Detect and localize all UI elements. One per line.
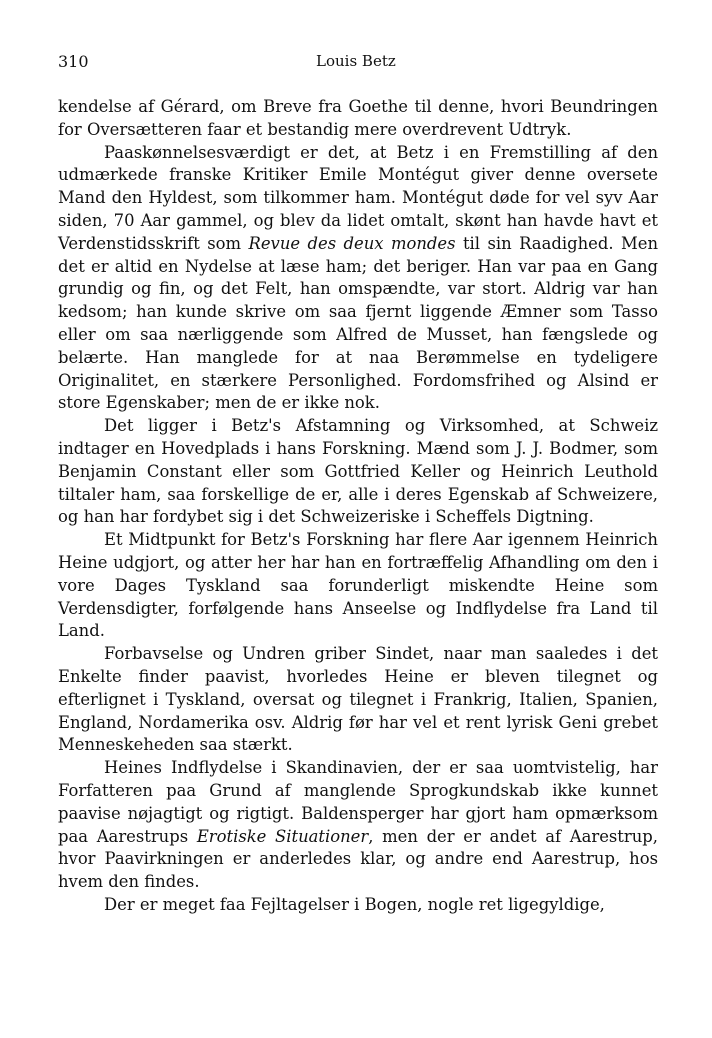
paragraph-text: til sin Raadighed. Men det er altid en Nydelse at læse ham; det beriger. Han var paa en Gang grundig og fin, og det Felt, han omspændte, var stort. Aldrig var han kedsom; han kunde skrive om saa fjernt liggende Æmner som Tasso eller om saa nærliggende som Alfred de Musset, han fængslede og belærte. Han manglede for at naa Berømmelse en tydeligere Originalitet, en stærkere Personlighed. Fordomsfrihed og Alsind er store Egenskaber; men de er ikke nok. [58,233,659,413]
body-text [58,96,658,917]
book-page [58,52,658,917]
paragraph-text: Forbavselse og Undren griber Sindet, naar man saaledes i det Enkelte finder paavist, hvorledes Heine er bleven tilegnet og efterlignet i Tyskland, oversat og tilegnet i Frankrig, Italien, Spanien, England, Nordamerika osv. Aldrig før har vel et rent lyrisk Geni grebet Menneskeheden saa stærkt. [58,644,658,755]
paragraph [58,96,658,142]
italic-title: Revue des deux mondes [248,233,456,253]
paragraph [58,529,658,643]
paragraph-text: Heines Indflydelse i Skandinavien, der er saa uomtvistelig, har Forfatteren paa Grund af manglende Sprogkundskab ikke kunnet paavise nøjagtigt og rigtigt. Baldensperger har gjort ham opmærksom paa Aarestrups [58,758,658,846]
paragraph-text: Paaskønnelsesværdigt er det, at Betz i en Fremstilling af den udmærkede franske Kritiker Emile Montégut giver denne oversete Mand den Hyldest, som tilkommer ham. Montégut døde for vel syv Aar siden, 70 Aar gammel, og blev da lidet omtalt, skønt han havde havt et Verdenstidsskrift som [58,142,658,253]
paragraph [58,142,658,416]
running-head: Louis Betz [316,52,396,70]
paragraph-text: , men der er andet af Aarestrup, hvor Paavirkningen er anderledes klar, og andre end Aarestrup, hos hvem den findes. [58,826,658,892]
page-number: 310 [58,52,89,71]
paragraph-text: Det ligger i Betz's Afstamning og Virksomhed, at Schweiz indtager en Hovedplads i hans Forskning. Mænd som J. J. Bodmer, som Benjamin Constant eller som Gottfried Keller og Heinrich Leuthold tiltaler ham, saa forskellige de er, alle i deres Egenskab af Schweizere, og han har fordybet sig i det Schweizeriske i Scheffels Digtning. [58,416,658,527]
paragraph [58,757,658,894]
paragraph-text: Et Midtpunkt for Betz's Forskning har flere Aar igennem Heinrich Heine udgjort, og atter her har han en fortræffelig Afhandling om den i vore Dages Tyskland saa forunderligt miskendte Heine som Verdensdigter, forfølgende hans Anseelse og Indflydelse fra Land til Land. [58,530,658,641]
paragraph [58,415,658,529]
page-header [58,52,658,78]
italic-title: Erotiske Situationer [196,826,369,846]
paragraph-text: kendelse af Gérard, om Breve fra Goethe til denne, hvori Beundringen for Oversætteren faar et bestandig mere overdrevent Udtryk. [58,97,658,139]
paragraph [58,894,658,917]
paragraph-text: Der er meget faa Fejltagelser i Bogen, nogle ret ligegyldige, [104,894,605,914]
paragraph [58,643,658,757]
